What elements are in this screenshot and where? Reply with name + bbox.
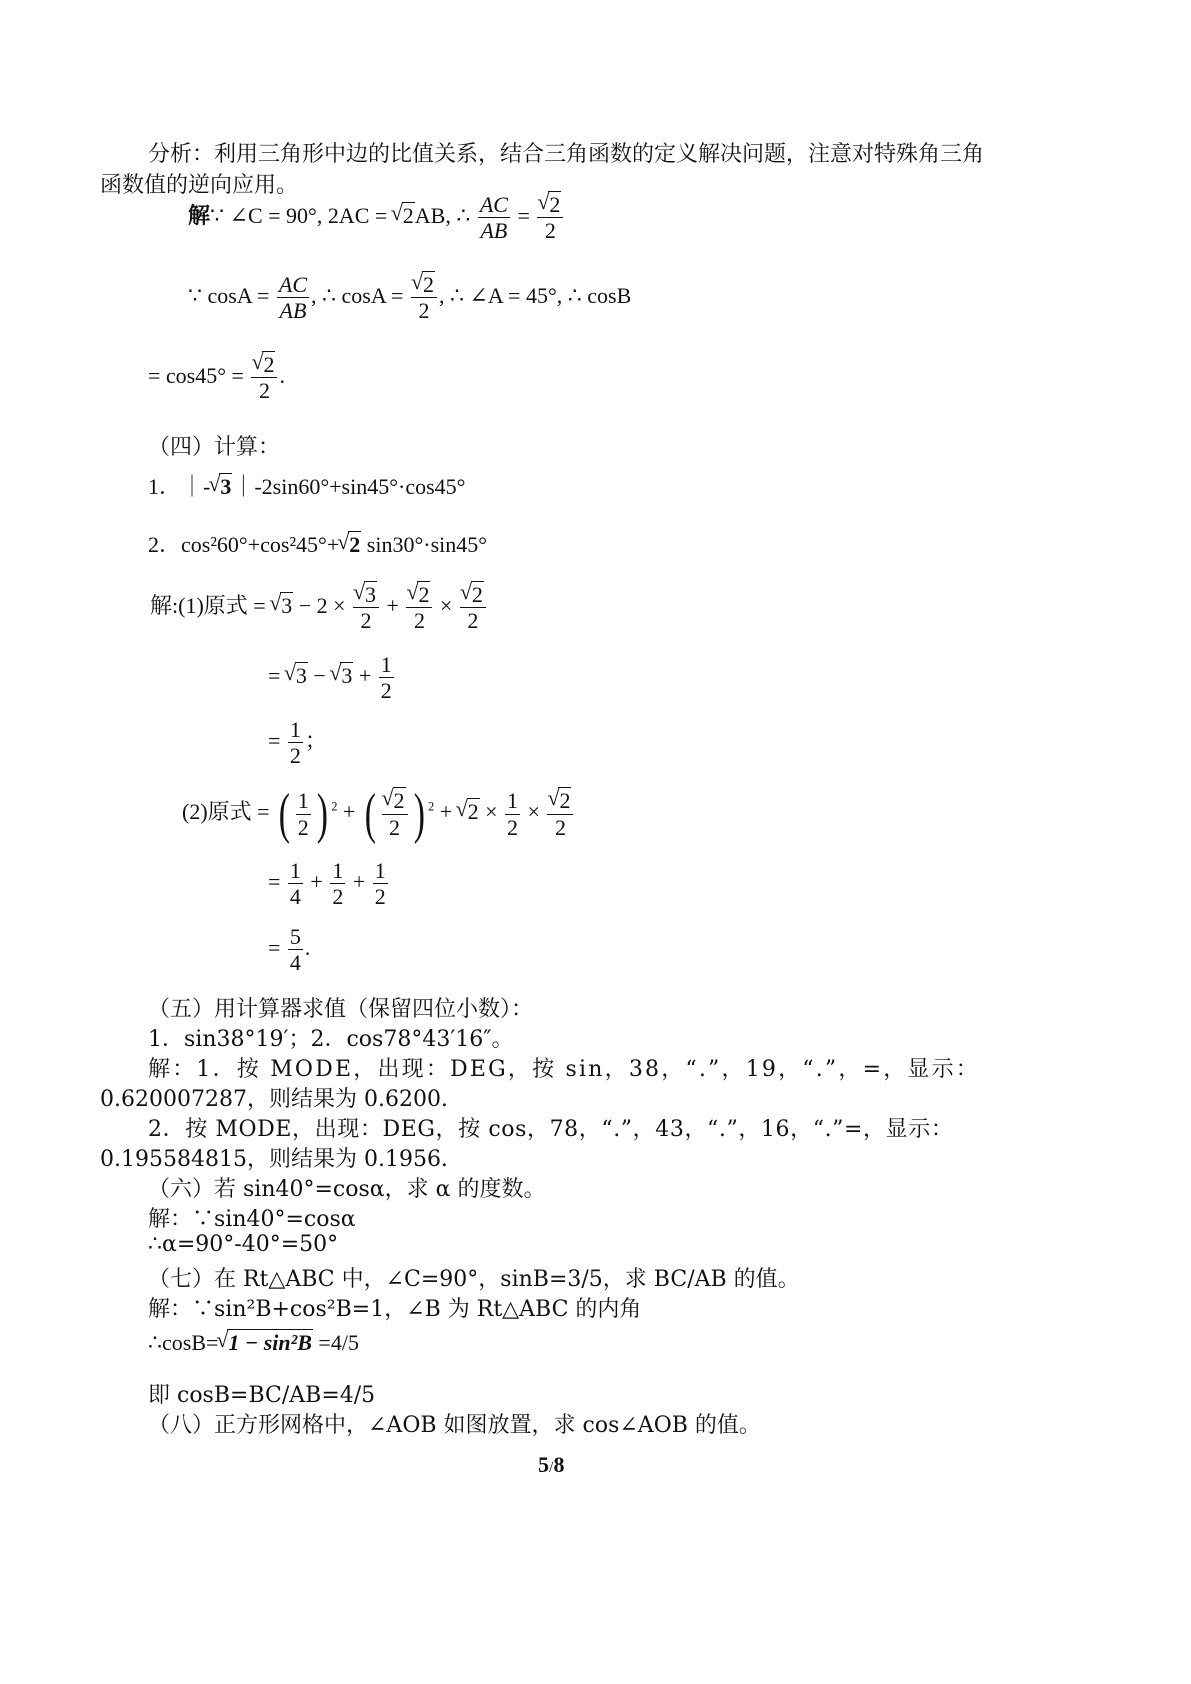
text: , ∴ ∠A = 45°, ∴ cosB — [438, 282, 632, 308]
section-6-answer-1: 解：∵sin40°=cosα — [148, 1207, 356, 1232]
solution-4-1-line-1: 解:(1)原式 = √ 3 − 2 × √ 3 2 + √ 2 2 × √ 2 2 — [150, 582, 488, 634]
fraction: $\frac{1}{2}$ — [289, 717, 301, 769]
paren-group: ( √ 2 2 ) — [364, 783, 425, 845]
solution-4-1-line-3: = $\frac{1}{2}$ ； — [268, 717, 327, 769]
analysis-line-2: 函数值的逆向应用。 — [100, 173, 299, 198]
fraction-ac-ab: $\frac{AC}{AB}$ — [278, 272, 308, 324]
page-number — [538, 1452, 564, 1478]
fraction: √ 2 2 — [406, 582, 432, 634]
text: (2)原式 = — [182, 799, 276, 825]
text: =4/5 — [312, 1330, 359, 1355]
fraction: $\frac{1}{2}$ — [507, 788, 519, 840]
section-5-answer-1-line-1: 解：1．按 MODE，出现：DEG，按 sin，38，“.”，19，“.”，=，显示： — [148, 1057, 981, 1082]
fraction: $\frac{1}{2}$ — [374, 858, 386, 910]
question-4-1 — [148, 470, 465, 501]
solution-1-line-3 — [148, 349, 285, 404]
sqrt-2: √ 2 — [337, 529, 361, 557]
fraction-ac-ab: $\frac{AC}{AB}$ — [479, 192, 508, 244]
fraction: √ 2 2 — [547, 788, 573, 840]
text: ∵ cosA = — [188, 282, 275, 308]
section-5-heading: （五）用计算器求值（保留四位小数）： — [148, 997, 534, 1022]
text: 2．cos²60°+cos²45°+ — [148, 532, 340, 557]
section-6-question: （六）若 sin40°=cosα，求 α 的度数。 — [148, 1177, 546, 1202]
section-7-answer-2 — [148, 1327, 359, 1356]
sqrt-3: √ 3 — [283, 659, 307, 688]
solution-1-line-1 — [188, 189, 565, 244]
fraction-root2-2: √ 2 2 — [251, 352, 277, 404]
question-4-2 — [148, 528, 487, 559]
text: ； — [304, 727, 327, 753]
solution-1-line-2 — [188, 269, 632, 324]
solution-4-1-line-2: = √ 3 − √ 3 + $\frac{1}{2}$ — [268, 652, 392, 704]
sqrt-3: √ 3 — [269, 589, 293, 618]
fraction-root2-2: √ 2 2 — [411, 272, 437, 324]
sqrt-3: √ 3 — [208, 471, 232, 499]
section-5-answer-2-line-1: 2．按 MODE，出现：DEG，按 cos，78，“.”，43，“.”，16，“.”=，显示： — [148, 1117, 954, 1142]
solution-4-2-line-3: = $\frac{5}{4}$ . — [268, 924, 311, 976]
section-4-heading: （四）计算： — [148, 435, 281, 460]
text: ∴cosB= — [148, 1330, 219, 1355]
text: . — [304, 934, 311, 960]
solution-4-2-line-1: (2)原式 = ( $\frac{1}{2}$ ) $^2$ + ( √ 2 2 ) $^2$ + √ 2 × $\frac{1}{2}$ × √ 2 2 — [182, 786, 575, 842]
fraction-root2-2: √ 2 2 — [537, 192, 563, 244]
section-7-answer-3: 即 cosB=BC/AB=4/5 — [148, 1383, 376, 1408]
section-8-question: （八）正方形网格中，∠AOB 如图放置，求 cos∠AOB 的值。 — [148, 1413, 761, 1438]
solution-4-2-line-2: = $\frac{1}{4}$ + $\frac{1}{2}$ + $\frac{1}{2}$ — [268, 858, 386, 910]
fraction: $\frac{1}{2}$ — [380, 652, 392, 704]
text: = cos45° = — [148, 362, 250, 388]
text: ∵ ∠C = 90°, 2AC = — [210, 202, 393, 228]
section-5-question: 1．sin38°19′；2．cos78°43′16″。 — [148, 1027, 514, 1052]
current-page: 5 — [538, 1452, 549, 1477]
section-5-answer-1-line-2: 0.620007287，则结果为 0.6200. — [100, 1087, 448, 1112]
fraction: $\frac{5}{4}$ — [289, 924, 301, 976]
text: 1．｜- — [148, 474, 211, 499]
total-pages: 8 — [553, 1452, 565, 1477]
section-7-question: （七）在 Rt△ABC 中，∠C=90°，sinB=3/5，求 BC/AB 的值。 — [148, 1267, 800, 1292]
fraction: √ 3 2 — [353, 582, 379, 634]
section-6-answer-2: ∴α=90°-40°=50° — [148, 1232, 339, 1257]
text: ｜-2sin60°+sin45°·cos45° — [232, 474, 466, 499]
text: , ∴ cosA = — [311, 282, 409, 308]
fraction: $\frac{1}{4}$ — [289, 858, 301, 910]
text: sin30°·sin45° — [361, 532, 488, 557]
section-7-answer-1: 解：∵sin²B+cos²B=1，∠B 为 Rt△ABC 的内角 — [148, 1297, 642, 1322]
fraction: √ 2 2 — [460, 582, 486, 634]
sqrt-2: √ 2 — [390, 199, 414, 228]
jie-label: 解 — [188, 202, 211, 228]
sqrt-3: √ 3 — [329, 659, 353, 688]
fraction: $\frac{1}{2}$ — [332, 858, 344, 910]
separator: / — [549, 1459, 554, 1476]
text: 解:(1)原式 = — [150, 592, 272, 618]
sqrt-2: √ 2 — [455, 796, 479, 825]
equals: = — [511, 202, 536, 228]
paren-group: ( $\frac{1}{2}$ ) — [278, 783, 328, 845]
text: . — [279, 362, 285, 388]
analysis-line-1: 分析：利用三角形中边的比值关系，结合三角函数的定义解决问题，注意对特殊角三角 — [148, 142, 985, 167]
section-5-answer-2-line-2: 0.195584815，则结果为 0.1956. — [100, 1147, 448, 1172]
sqrt-expression: √ 1 − sin²B — [216, 1327, 312, 1355]
text: AB, ∴ — [414, 202, 476, 228]
